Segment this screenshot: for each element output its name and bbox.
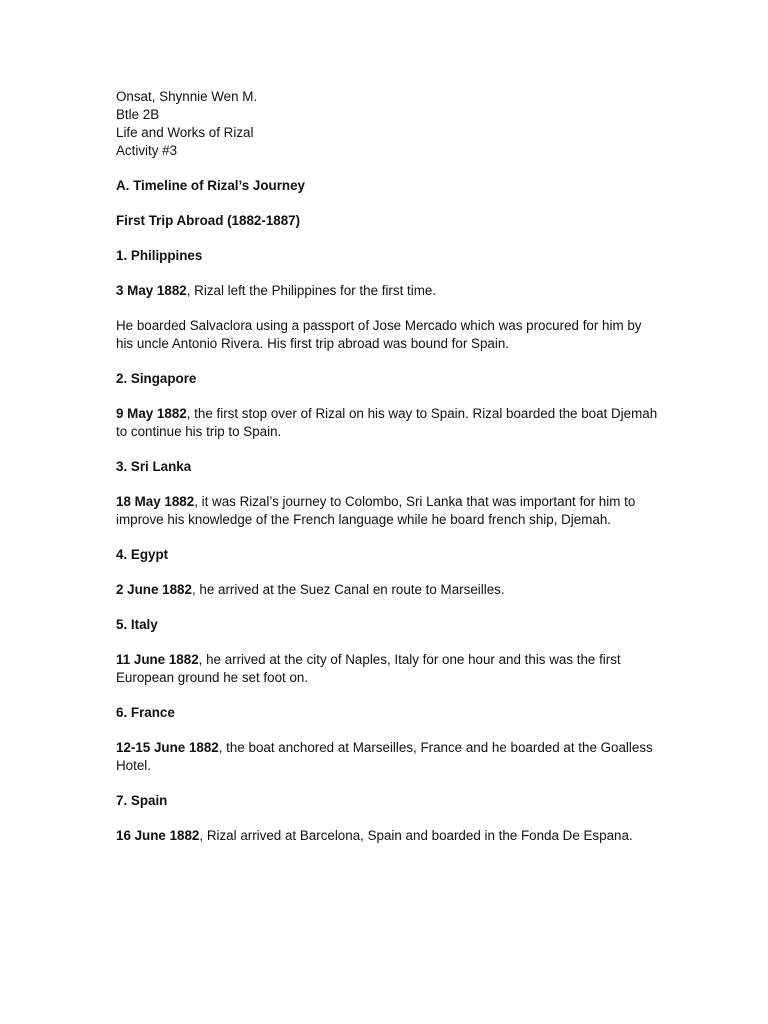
- stop-date: 2 June 1882: [116, 582, 192, 597]
- header-block: [116, 88, 661, 160]
- stop-paragraph: 12-15 June 1882, the boat anchored at Marseilles, France and he boarded at the Goalless Hotel.: [116, 740, 653, 773]
- stop-paragraph: 3 May 1882, Rizal left the Philippines for the first time.: [116, 283, 437, 298]
- stop-heading-spain: 7. Spain: [116, 793, 168, 808]
- stop-date: 9 May 1882: [116, 406, 187, 421]
- activity-number: Activity #3: [116, 143, 178, 158]
- stop-heading-france: 6. France: [116, 705, 175, 720]
- stop-paragraph: 2 June 1882, he arrived at the Suez Canal en route to Marseilles.: [116, 582, 505, 597]
- stop-paragraph: 11 June 1882, he arrived at the city of Naples, Italy for one hour and this was the first European ground he set foot on.: [116, 652, 621, 685]
- document-page: [116, 88, 661, 845]
- stop-heading-philippines: 1. Philippines: [116, 248, 203, 263]
- stop-date: 3 May 1882: [116, 283, 187, 298]
- stop-heading-egypt: 4. Egypt: [116, 547, 169, 562]
- stop-paragraph: 18 May 1882, it was Rizal’s journey to Colombo, Sri Lanka that was important for him to improve his knowledge of the French language while he board french ship, Djemah.: [116, 494, 636, 527]
- stop-date: 12-15 June 1882: [116, 740, 219, 755]
- stop-date: 16 June 1882: [116, 828, 200, 843]
- stop-heading-italy: 5. Italy: [116, 617, 158, 632]
- section-title: A. Timeline of Rizal’s Journey: [116, 178, 306, 193]
- student-section: Btle 2B: [116, 107, 160, 122]
- student-name: Onsat, Shynnie Wen M.: [116, 89, 258, 104]
- stop-heading-sri-lanka: 3. Sri Lanka: [116, 459, 192, 474]
- course-title: Life and Works of Rizal: [116, 125, 254, 140]
- stop-date: 11 June 1882: [116, 652, 199, 667]
- stop-paragraph: 16 June 1882, Rizal arrived at Barcelona, Spain and boarded in the Fonda De Espana.: [116, 828, 633, 843]
- trip-title: First Trip Abroad (1882-1887): [116, 213, 301, 228]
- stop-paragraph: He boarded Salvaclora using a passport of Jose Mercado which was procured for him by his uncle Antonio Rivera. His first trip abroad was bound for Spain.: [116, 318, 642, 351]
- stop-heading-singapore: 2. Singapore: [116, 371, 197, 386]
- stop-paragraph: 9 May 1882, the first stop over of Rizal on his way to Spain. Rizal boarded the boat Djemah to continue his trip to Spain.: [116, 406, 658, 439]
- stop-date: 18 May 1882: [116, 494, 195, 509]
